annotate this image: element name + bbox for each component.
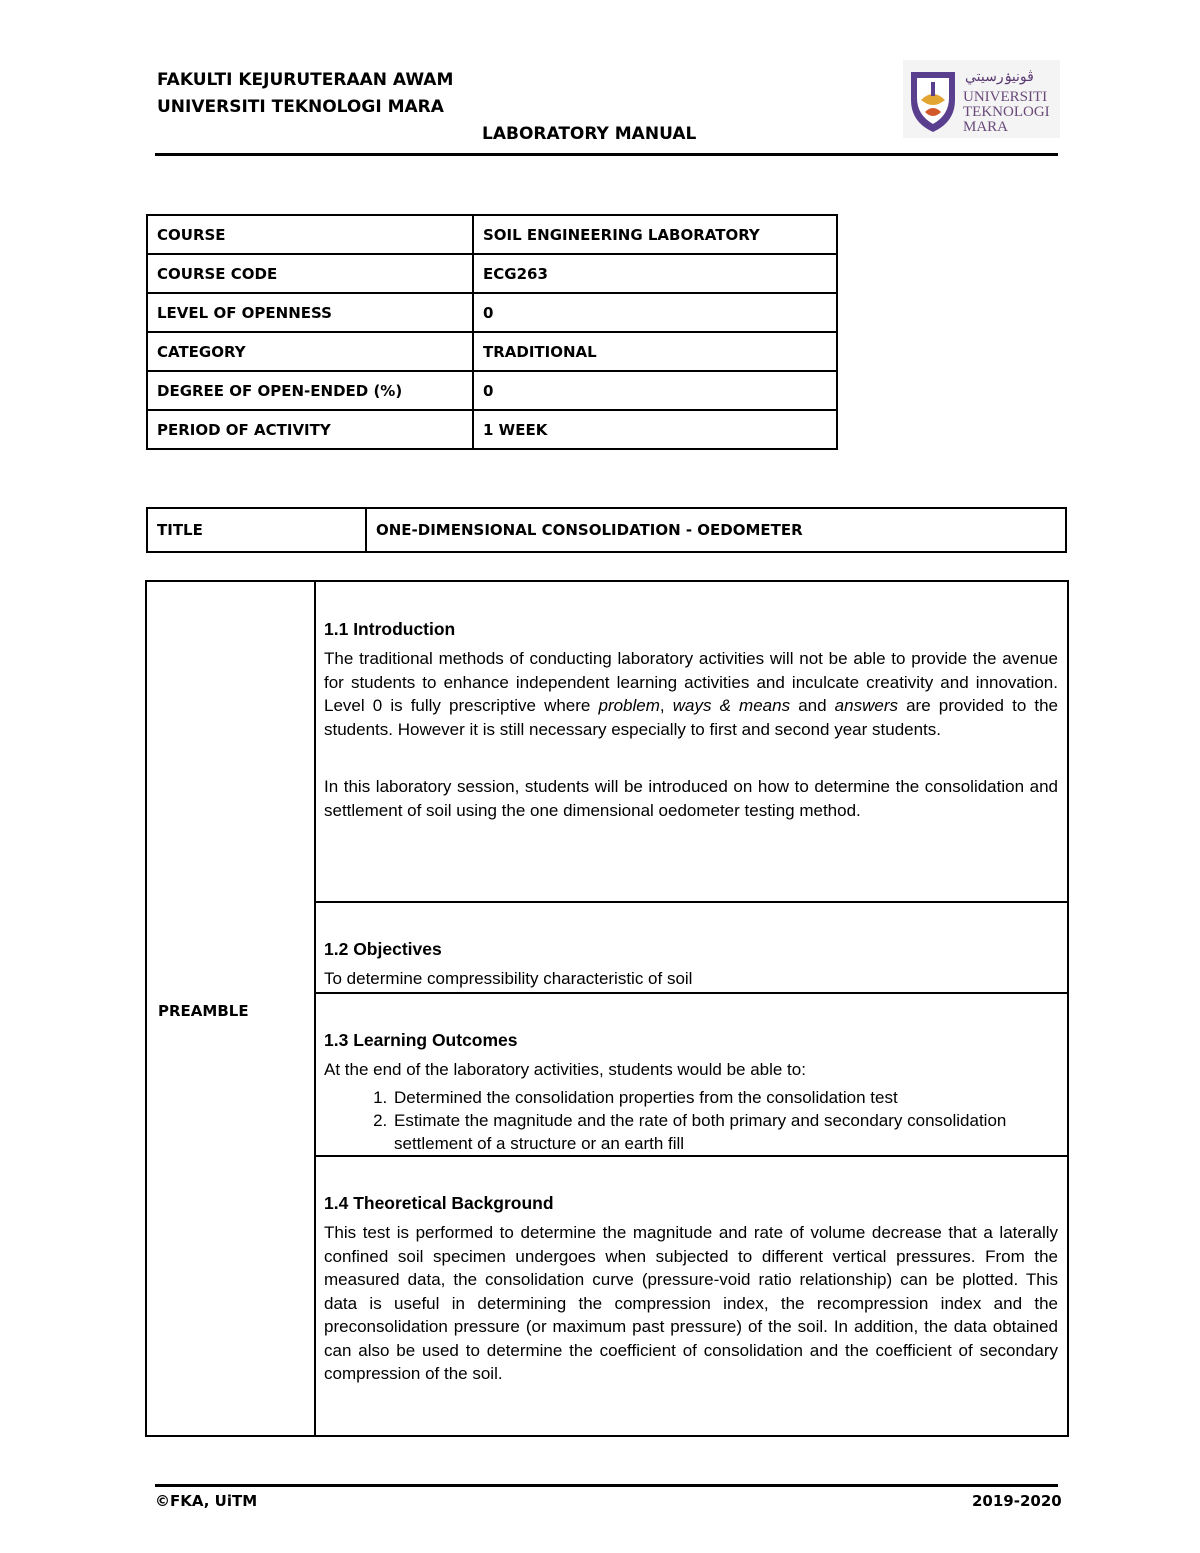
faculty-name: FAKULTI KEJURUTERAAN AWAM bbox=[157, 70, 454, 90]
course-value: SOIL ENGINEERING LABORATORY bbox=[473, 215, 837, 254]
preamble-table bbox=[145, 580, 1069, 1437]
text-run: and bbox=[790, 696, 835, 715]
intro-paragraph-1 bbox=[324, 647, 1058, 741]
objectives-section bbox=[324, 938, 1058, 991]
table-row bbox=[147, 508, 1066, 552]
open-ended-value: 0 bbox=[473, 371, 837, 410]
table-row bbox=[147, 410, 837, 449]
emphasis-answers: answers bbox=[834, 696, 898, 715]
table-row bbox=[147, 293, 837, 332]
title-label: TITLE bbox=[147, 508, 366, 552]
course-code-value: ECG263 bbox=[473, 254, 837, 293]
theoretical-background-section bbox=[324, 1192, 1058, 1386]
emphasis-problem: problem bbox=[598, 696, 660, 715]
footer-session: 2019-2020 bbox=[972, 1492, 1062, 1510]
outcomes-list bbox=[324, 1086, 1058, 1155]
category-label: CATEGORY bbox=[147, 332, 473, 371]
period-label: PERIOD OF ACTIVITY bbox=[147, 410, 473, 449]
logo-line-2: TEKNOLOGI bbox=[963, 104, 1050, 120]
header-rule bbox=[155, 153, 1058, 156]
list-item: 2. Estimate the magnitude and the rate of both primary and secondary consolidation settlement of a structure or an earth fill bbox=[392, 1109, 1058, 1155]
category-value: TRADITIONAL bbox=[473, 332, 837, 371]
section-heading: 1.4 Theoretical Background bbox=[324, 1193, 554, 1213]
course-info-table bbox=[146, 214, 838, 450]
footer-rule bbox=[155, 1484, 1058, 1487]
text-run: The traditional methods of conducting laboratory activities will not be able to provide the avenue for students to enhance independent learning activities and inculcate creativity and innovation. Level 0 is fully prescriptive where bbox=[324, 649, 1058, 715]
table-row bbox=[147, 371, 837, 410]
section-heading: 1.3 Learning Outcomes bbox=[324, 1030, 518, 1050]
preamble-label: PREAMBLE bbox=[158, 1002, 249, 1020]
uitm-logo bbox=[903, 60, 1060, 138]
period-value: 1 WEEK bbox=[473, 410, 837, 449]
logo-line-1: UNIVERSITI bbox=[963, 89, 1048, 105]
table-row bbox=[147, 254, 837, 293]
objectives-text: To determine compressibility characteristic of soil bbox=[324, 969, 693, 988]
manual-title: LABORATORY MANUAL bbox=[482, 124, 697, 144]
openness-value: 0 bbox=[473, 293, 837, 332]
table-row bbox=[147, 215, 837, 254]
footer-copyright: ©FKA, UiTM bbox=[155, 1492, 258, 1510]
open-ended-label: DEGREE OF OPEN-ENDED (%) bbox=[147, 371, 473, 410]
uitm-crest-icon bbox=[903, 60, 963, 138]
emphasis-ways-means: ways & means bbox=[672, 696, 791, 715]
text-run: , bbox=[659, 696, 673, 715]
intro-paragraph-2: In this laboratory session, students will be introduced on how to determine the consolidation and settlement of soil using the one dimensional oedometer testing method. bbox=[324, 777, 1058, 820]
course-code-label: COURSE CODE bbox=[147, 254, 473, 293]
row-divider bbox=[315, 1155, 1067, 1157]
column-divider bbox=[314, 582, 316, 1435]
section-heading: 1.1 Introduction bbox=[324, 619, 456, 639]
section-heading: 1.2 Objectives bbox=[324, 939, 442, 959]
logo-line-3: MARA bbox=[963, 119, 1009, 135]
table-row bbox=[147, 332, 837, 371]
introduction-section bbox=[324, 618, 1058, 822]
background-text: This test is performed to determine the magnitude and rate of volume decrease that a laterally confined soil specimen undergoes when subjected to different vertical pressures. From the measured data, the consolidation curve (pressure-void ratio relationship) can be plotted. This data is useful in determining the compression index, the recompression index and the preconsolidation pressure (or maximum past pressure) of the soil. In addition, the data obtained can also be used to determine the coefficient of consolidation and the coefficient of secondary compression of the soil. bbox=[324, 1223, 1058, 1383]
logo-arabic-text: ڤونيۏرسيتي bbox=[965, 68, 1034, 84]
outcomes-intro: At the end of the laboratory activities, students would be able to: bbox=[324, 1060, 806, 1079]
text-run: are provided to the students. However it is still necessary especially to first and second year students. bbox=[324, 696, 1059, 739]
university-name: UNIVERSITI TEKNOLOGI MARA bbox=[157, 97, 444, 117]
row-divider bbox=[315, 901, 1067, 903]
title-table bbox=[146, 507, 1067, 553]
learning-outcomes-section bbox=[324, 1029, 1058, 1155]
list-item: 1. Determined the consolidation properties from the consolidation test bbox=[392, 1086, 1058, 1109]
row-divider bbox=[315, 992, 1067, 994]
title-value: ONE-DIMENSIONAL CONSOLIDATION - OEDOMETER bbox=[366, 508, 1066, 552]
openness-label: LEVEL OF OPENNESS bbox=[147, 293, 473, 332]
course-label: COURSE bbox=[147, 215, 473, 254]
